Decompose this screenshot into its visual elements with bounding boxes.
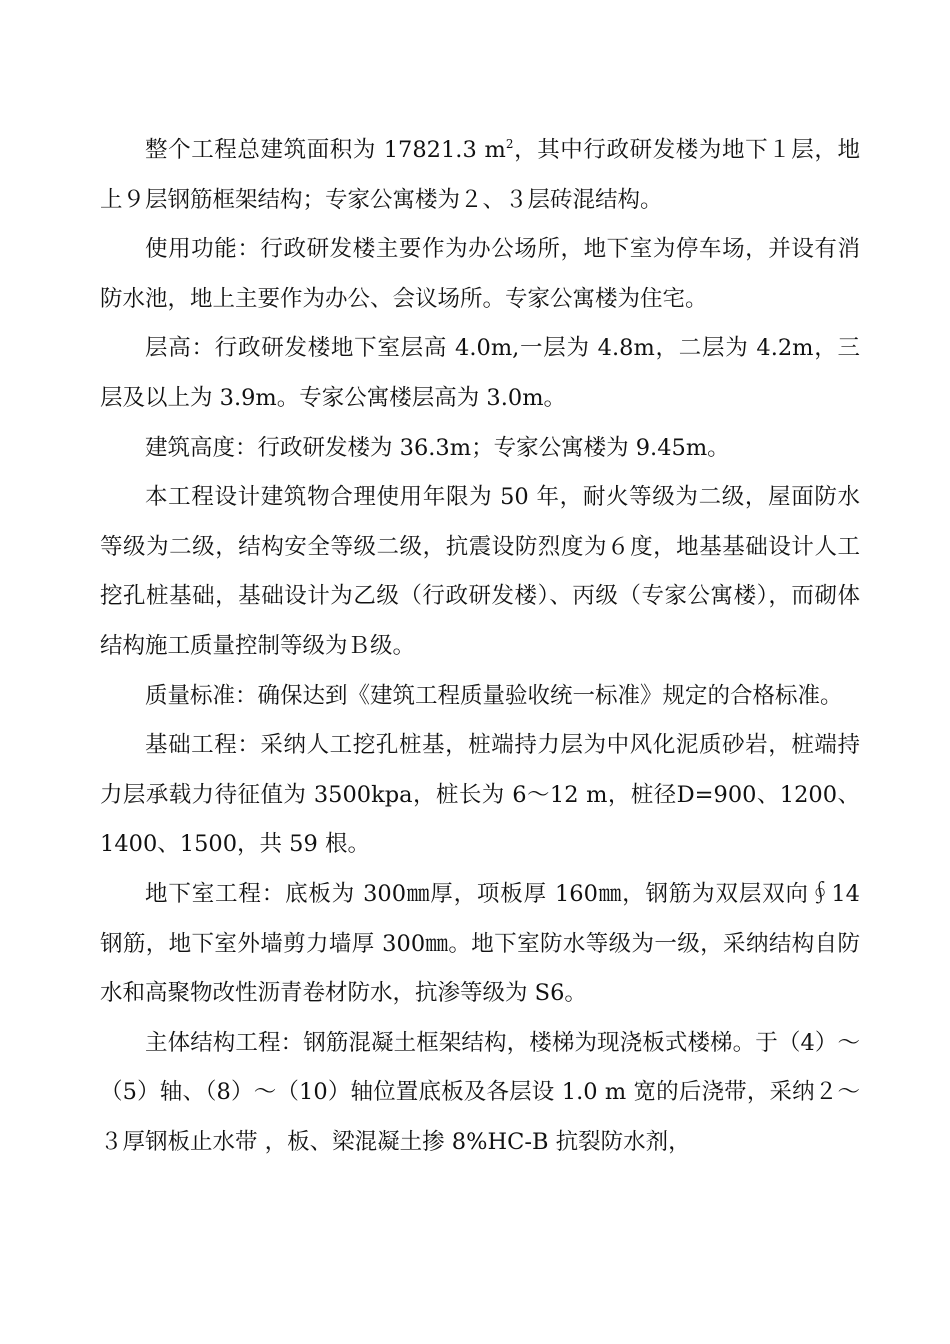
- paragraph-main-structure: 主体结构工程：钢筋混凝土框架结构，楼梯为现浇板式楼梯。于（4）～（5）轴、（8）～（10）轴位置底板及各层设 1.0 m 宽的后浇带，采纳２～３厚钢板止水带 ，板、梁混凝土掺 8%HC-B 抗裂防水剂，: [100, 1029, 860, 1155]
- paragraph-function: 使用功能：行政研发楼主要作为办公场所，地下室为停车场，并设有消防水池，地上主要作为办公、会议场所。专家公寓楼为住宅。: [100, 236, 860, 312]
- document-page: [100, 126, 860, 1167]
- paragraph-building-area: [100, 126, 860, 225]
- structure-text: ，其中行政研发楼为地下１层，地上９层钢筋框架结构；专家公寓楼为２、３层砖混结构。: [100, 137, 860, 213]
- paragraph-design-grade: 本工程设计建筑物合理使用年限为 50 年，耐火等级为二级，屋面防水等级为二级，结构安全等级二级，抗震设防烈度为６度，地基基础设计人工挖孔桩基础，基础设计为乙级（行政研发楼）、丙级（专家公寓楼），而砌体结构施工质量控制等级为Ｂ级。: [100, 484, 860, 659]
- paragraph-basement: 地下室工程：底板为 300㎜厚，项板厚 160㎜，钢筋为双层双向∮14 钢筋，地下室外墙剪力墙厚 300㎜。地下室防水等级为一级，采纳结构自防水和高聚物改性沥青卷材防水，抗渗等级为 S6。: [100, 880, 860, 1007]
- paragraph-quality-standard: 质量标准：确保达到《建筑工程质量验收统一标准》规定的合格标准。: [145, 682, 843, 709]
- area-unit-superscript: 2: [505, 137, 514, 151]
- area-text: 整个工程总建筑面积为 17821.3 m: [145, 137, 506, 163]
- paragraph-floor-height: 层高：行政研发楼地下室层高 4.0m,一层为 4.8m，二层为 4.2m，三层及以上为 3.9m。专家公寓楼层高为 3.0m。: [100, 335, 860, 411]
- paragraph-foundation: 基础工程：采纳人工挖孔桩基，桩端持力层为中风化泥质砂岩，桩端持力层承载力待征值为 3500kpa，桩长为 6～12 m，桩径D=900、1200、1400、1500，共 59 根。: [100, 732, 860, 858]
- paragraph-building-height: 建筑高度：行政研发楼为 36.3m；专家公寓楼为 9.45m。: [145, 434, 730, 461]
